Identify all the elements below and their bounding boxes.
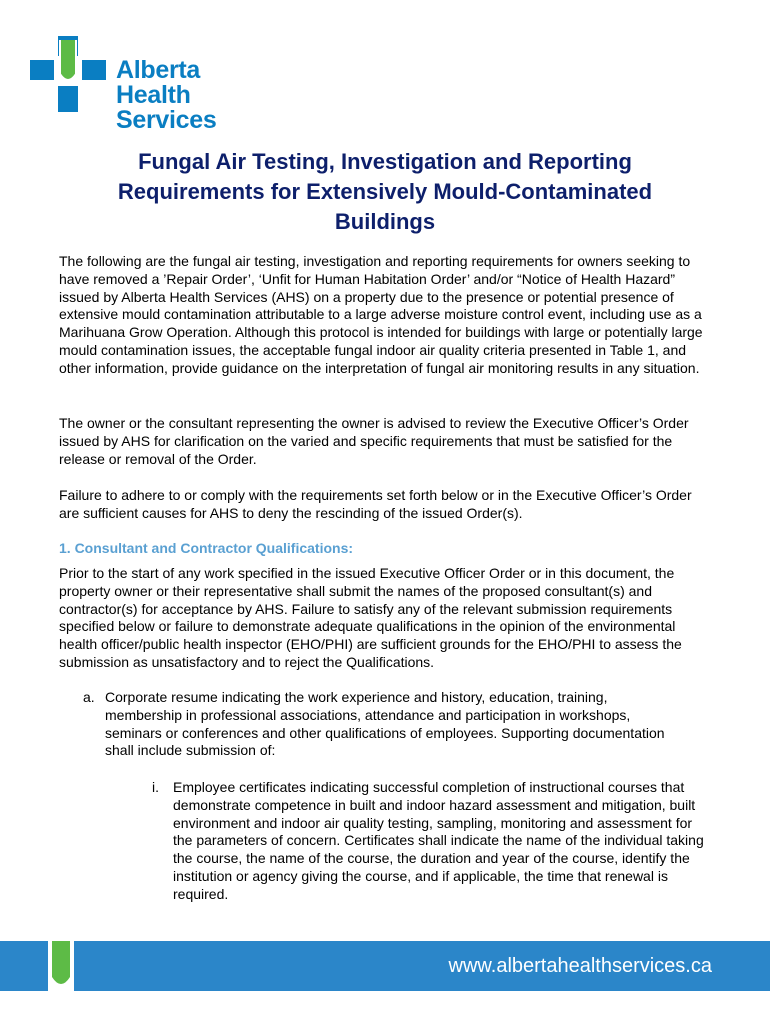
ahs-logo — [30, 36, 280, 134]
brand-name-line2: Services — [116, 106, 217, 134]
section-1-body: Prior to the start of any work specified in the issued Executive Officer Order or in this document, the property owner or their representative shall submit the names of the proposed consultant(s) and contractor(s) for acceptance by AHS. Failure to satisfy any of the relevant submission requirements specified below or failure to demonstrate adequate qualifications in the opinion of the environmental health officer/public health inspector (EHO/PHI) are sufficient grounds for the EHO/PHI to assess the submission as unsatisfactory and to reject the Qualifications. — [59, 565, 682, 670]
brand-name-line1: Alberta Health — [116, 56, 201, 109]
footer-bar — [0, 941, 770, 991]
list-item-a-marker: a. — [83, 689, 95, 705]
footer-url-link[interactable]: www.albertahealthservices.ca — [448, 955, 712, 977]
list-item-i-marker: i. — [152, 779, 159, 795]
title-line-2: Requirements for Extensively Mould-Contaminated — [117, 179, 653, 204]
review-order-paragraph: The owner or the consultant representing the owner is advised to review the Executive Officer’s Order issued by AHS for clarification on the varied and specific requirements that must be satisfied for the release or removal of the Order. — [59, 415, 689, 467]
footer-logo-mark-icon — [40, 941, 90, 991]
section-1-heading: 1. Consultant and Contractor Qualifications: — [59, 540, 354, 556]
brand-name — [116, 58, 280, 133]
intro-paragraph: The following are the fungal air testing, investigation and reporting requirements for owners seeking to have removed a ’Repair Order’, ‘Unfit for Human Habitation Order’ and/or “Notice of Health Hazard” issued by Alberta Health Services (AHS) on a property due to the presence or potential presence of extensive mould contamination attributable to a large adverse moisture control event, including use as a Marihuana Grow Operation. Although this protocol is intended for buildings with large or potentially large mould contamination issues, the acceptable fungal indoor air quality criteria presented in Table 1, and other information, provide guidance on the interpretation of fungal air monitoring results in any situation. — [59, 253, 703, 376]
list-item-i-text: Employee certificates indicating successful completion of instructional courses that demonstrate competence in built and indoor hazard assessment and mitigation, built environment and indoor air quality testing, sampling, monitoring and assessment for the parameters of concern. Certificates shall indicate the name of the individual taking the course, the name of the course, the duration and year of the course, identify the institution or agency giving the course, and if applicable, the time that renewal is required. — [173, 779, 704, 902]
compliance-paragraph: Failure to adhere to or comply with the requirements set forth below or in the Executive Officer’s Order are sufficient causes for AHS to deny the rescinding of the issued Order(s). — [59, 487, 692, 521]
title-line-1: Fungal Air Testing, Investigation and Reporting — [138, 149, 632, 174]
document-title — [40, 147, 730, 237]
ahs-cross-logo-icon — [30, 36, 106, 112]
title-line-3: Buildings — [334, 209, 436, 234]
list-item-a-text: Corporate resume indicating the work experience and history, education, training, membership in professional associations, attendance and participation in workshops, seminars or conferences and other qualifications of employees. Supporting documentation shall include submission of: — [105, 689, 665, 759]
